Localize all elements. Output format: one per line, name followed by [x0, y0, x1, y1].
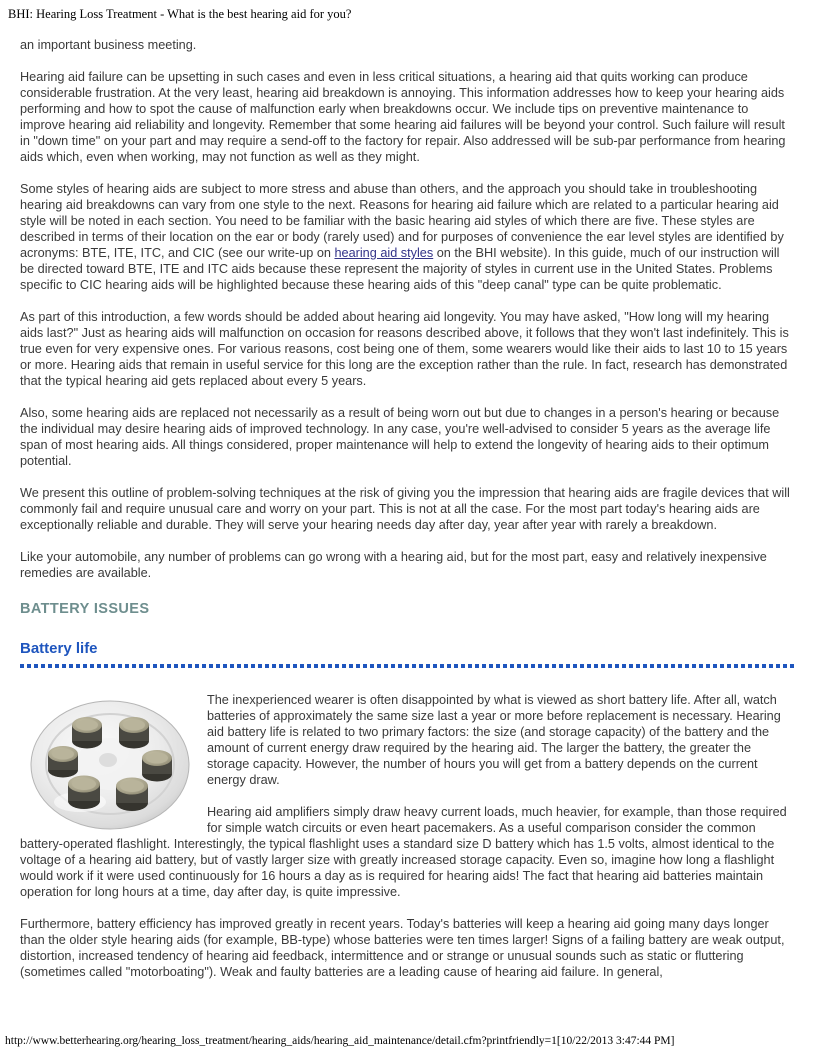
document-body [0, 37, 816, 980]
paragraph-longevity: As part of this introduction, a few words should be added about hearing aid longevity. You may have asked, "How long will my hearing aids last?" Just as hearing aids will malfunction on occasion for reasons described above, it follows that they won't last indefinitely. This is true even for very expensive ones. For various reasons, cost being one of them, some wearers would like their aids to last 10 to 15 years or more. Hearing aids that remain in useful service for this long are the exception rather than the rule. In fact, research has demonstrated that the typical hearing aid gets replaced about every 5 years. [20, 310, 789, 388]
section-heading-battery-issues: BATTERY ISSUES [20, 601, 150, 617]
paragraph-fragment: an important business meeting. [20, 38, 197, 52]
paragraph-battery-life-1: The inexperienced wearer is often disappointed by what is viewed as short battery life. After all, watch batteries of approximately the same size last a year or more before replacement is necessary. Hearing aid battery life is related to two primary factors: the size (and storage capacity) of the battery and the amount of current energy draw required by the hearing aid. The larger the battery, the greater the storage capacity. However, the number of hours you will get from a battery depends on the current energy draw. [207, 693, 781, 787]
paragraph-styles [20, 181, 795, 293]
battery-life-section [20, 692, 795, 900]
paragraph-remedies: Like your automobile, any number of problems can go wrong with a hearing aid, but for the most part, easy and relatively inexpensive remedies are available. [20, 550, 767, 580]
paragraph-styles-pre: Some styles of hearing aids are subject to more stress and abuse than others, and the approach you should take in troubleshooting hearing aid breakdowns can vary from one style to the next. Reasons for hearing aid failure which are related to a particular hearing aid style will be noted in each section. You need to be familiar with the basic hearing aid styles of which there are five. These styles are described in terms of their location on the ear or body (rarely used) and for purposes of convenience the ear level styles are identified by acronyms: BTE, ITE, ITC, and CIC (see our write-up on [20, 182, 784, 260]
paragraph-battery-life-2: Hearing aid amplifiers simply draw heavy current loads, much heavier, for example, than those required for simple watch circuits or even heart pacemakers. As a useful comparison consider the common battery-operated flashlight. Interestingly, the typical flashlight uses a standard size D battery which has 1.5 volts, almost identical to the voltage of a hearing aid battery, but of vastly larger size with greatly increased storage capacity. Even so, imagine how long a flashlight would work if it were used continuously for 16 hours a day as is required for hearing aids! The fact that hearing aid batteries maintain operation for long hours at a time, day after day, is quite impressive. [20, 805, 787, 899]
paragraph-replacement: Also, some hearing aids are replaced not necessarily as a result of being worn out but due to changes in a person's hearing or because the individual may desire hearing aids of improved technology. In any case, you're well-advised to consider 5 years as the average life span of most hearing aids. All things considered, proper maintenance will help to extend the longevity of hearing aids to their optimum potential. [20, 406, 780, 468]
paragraph-battery-efficiency: Furthermore, battery efficiency has improved greatly in recent years. Today's batteries will keep a hearing aid going many days longer than the older style hearing aids (for example, BB-type) whose batteries were ten times larger! Signs of a failing battery are weak output, distortion, increased tendency of hearing aid feedback, intermittence and or strange or unusual sounds such as static or fluttering (sometimes called "motorboating"). Weak and faulty batteries are a leading cause of hearing aid failure. In general, [20, 917, 785, 979]
paragraph-styles-post: on the BHI website). In this guide, much of our instruction will be directed toward BTE, ITE and ITC aids because these represent the majority of styles in current use in the United States. Problems specific to CIC hearing aids will be highlighted because these hearing aids of this "deep canal" type can be quite problematic. [20, 246, 780, 292]
battery-dial-image [28, 692, 193, 832]
hearing-aid-batteries-photo [28, 692, 193, 832]
print-footer-url: http://www.betterhearing.org/hearing_loss_treatment/hearing_aids/hearing_aid_maintenance/detail.cfm?printfriendly=1[10/22/2013 3:47:44 PM] [5, 1035, 675, 1047]
dotted-divider [20, 664, 795, 668]
hearing-aid-styles-link[interactable]: hearing aid styles [334, 246, 434, 260]
paragraph-hearing-aid-failure: Hearing aid failure can be upsetting in such cases and even in less critical situations, a hearing aid that quits working can produce considerable frustration. At the very least, hearing aid breakdown is annoying. This information addresses how to keep your hearing aids performing and how to spot the cause of malfunction early when breakdowns occur. We include tips on preventive maintenance to improve hearing aid reliability and longevity. Remember that some hearing aid failures will be beyond your control. Such failure will result in "down time" on your part and may require a send-off to the factory for repair. Also addressed will be sub-par performance from hearing aids which, even when working, may not function as well as they might. [20, 70, 786, 164]
page-title: BHI: Hearing Loss Treatment - What is the best hearing aid for you? [8, 7, 352, 21]
paragraph-reliability: We present this outline of problem-solving techniques at the risk of giving you the impression that hearing aids are fragile devices that will commonly fail and require unusual care and worry on your part. This is not at all the case. For the most part today's hearing aids are exceptionally reliable and durable. They will serve your hearing needs day after day, year after year with rarely a breakdown. [20, 486, 790, 532]
subheading-battery-life: Battery life [20, 640, 98, 657]
